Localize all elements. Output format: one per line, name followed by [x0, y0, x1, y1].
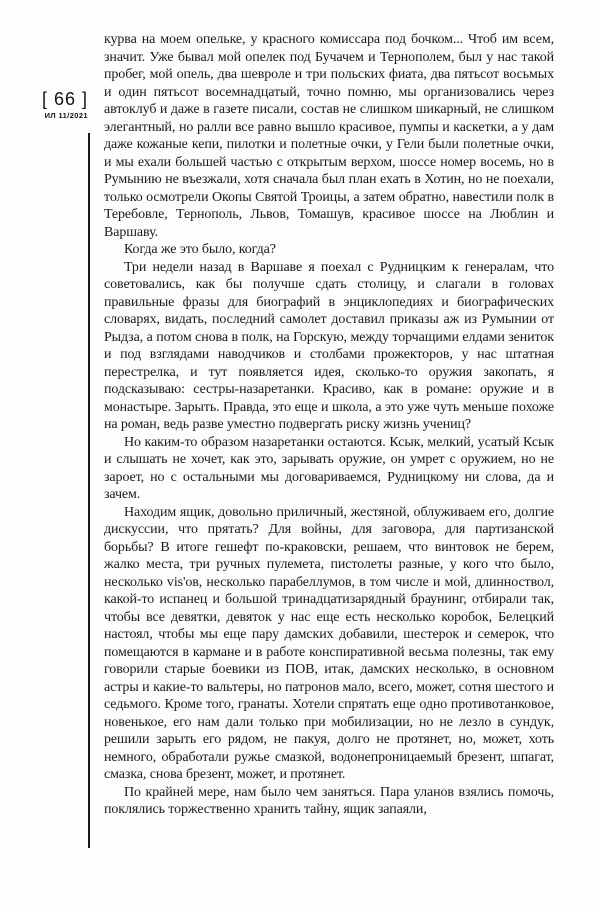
paragraph: Когда же это было, когда? [124, 242, 276, 257]
margin-rule [88, 133, 90, 848]
paragraph: По крайней мере, нам было чем заняться. Пара уланов взялись помочь, поклялись торжественно хранить тайну, ящик запаяли, [104, 784, 554, 817]
paragraph: курва на моем опельке, у красного комиссара под бочком... Чтоб им всем, значит. Уже бывал мой опелек под Бучачем и Тернополем, был у нас такой пробег, мой опель, два шевроле и три польских фиата, два пятьсот восьмых и один пятьсот восемнадцатый, точно помню, мы организовались через автоклуб и даже в газете писали, состав не слишком шикарный, не слишком элегантный, но ралли все равно вышло красивое, пумпы и каскетки, а у дам даже кожаные кепи, пилотки и полетные очки, у Гели были полетные очки, и мы ехали большей частью с открытым верхом, шоссе номер восемь, но в Румынию не въезжали, хотя сначала был план ехать в Хотин, но не поехали, только осмотрели Окопы Святой Троицы, а затем обратно, навестили полк в Теребовле, Тернополь, Львов, Томашув, красивое шоссе на Люблин и Варшаву. [104, 32, 554, 240]
paragraph: Но каким-то образом назаретанки остаются. Ксык, мелкий, усатый Ксык и слышать не хочет, как это, зарывать оружие, он умрет с оружием, но не зароет, но с остальными мы договариваемся, Рудницкому ни слова, да и зачем. [104, 434, 554, 502]
text-column [104, 31, 554, 819]
margin-header [0, 90, 88, 120]
paragraph: Три недели назад в Варшаве я поехал с Рудницким к генералам, что советовались, как бы получше сдать столицу, и слагали в головах правильные фразы для биографий в энциклопедиях и биографических словарях, видать, последний самолет доставил приказы аж из Румынии от Рыдза, а потом снова в полк, на Горскую, между торчащими елдами зениток и под взглядами наводчиков и столбами прожекторов, у нас штатная перестрелка, и тут появляется идея, сколько-то оружия закопать, я подсказываю: сестры-назаретанки. Красиво, как в романе: оружие и в монастыре. Зарыть. Правда, это еще и школа, а это уже чуть меньше похоже на роман, ведь разве уместно подвергать риску жизнь учениц? [104, 259, 554, 432]
paragraph: Находим ящик, довольно приличный, жестяной, облуживаем его, долгие дискуссии, что прятать? Для войны, для заговора, для партизанской борьбы? В итоге гешефт по-краковски, решаем, что винтовок не берем, жалко места, три ручных пулемета, пистолеты разные, у кого что было, несколько vis'ов, несколько парабеллумов, в том числе и мой, длинноствол, какой-то испанец и большой тринадцатизарядный браунинг, отбирали так, чтобы все девятки, девяток у нас еще есть несколько коробок, Белецкий настоял, чтобы мы еще пару дамских добавили, шестерок и семерок, что помещаются в кармане и в работе конспиративной весьма полезны, так ему говорили старые боевики из ПОВ, итак, дамских несколько, в основном астры и какие-то вальтеры, но патронов мало, всего, может, сотня шестого и седьмого. Кроме того, гранаты. Хотели спрятать еще одно противотанковое, новенькое, его нам дали только при мобилизации, но не лезло в сундук, решили зарыть его рядом, не пакуя, долго не протянет, но, может, хоть немного, обработали ружье смазкой, водонепроницаемый брезент, шпагат, смазка, снова брезент, может, и протянет. [104, 504, 554, 782]
page-number: [ 66 ] [41, 89, 88, 109]
journal-issue-label: ИЛ 11/2021 [44, 110, 88, 120]
